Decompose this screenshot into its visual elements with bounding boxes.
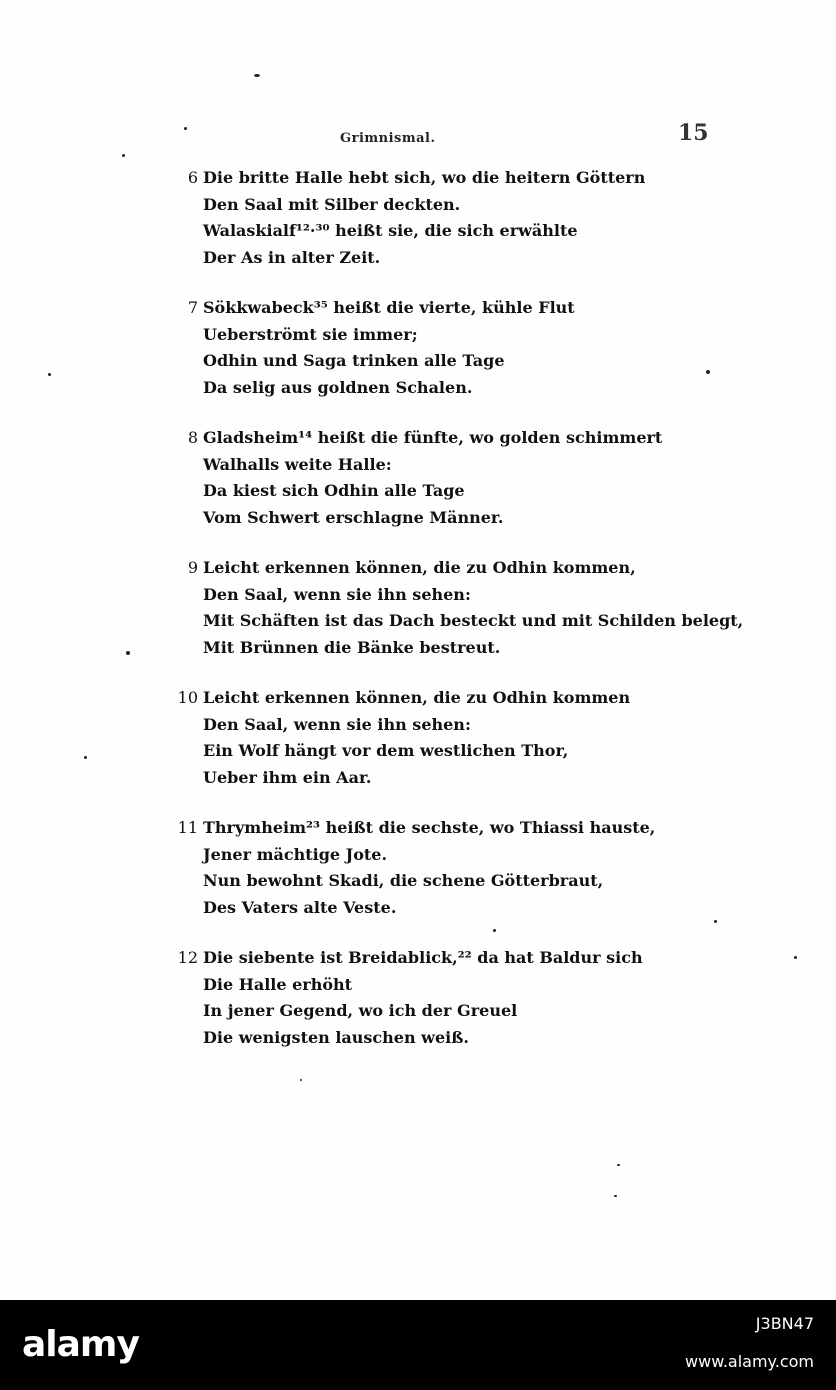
- verse-text: Die Halle erhöht: [203, 974, 353, 994]
- stanza-line: [170, 998, 690, 1025]
- verse-text: Den Saal, wenn sie ihn sehen:: [203, 584, 471, 604]
- verse-text: Des Vaters alte Veste.: [203, 897, 397, 917]
- verse-text: Der As in alter Zeit.: [203, 247, 381, 267]
- stanza-12: [170, 945, 690, 1051]
- stanza-line: [170, 685, 690, 712]
- verse-text: Die siebente ist Breidablick,²² da hat Baldur sich: [203, 948, 643, 967]
- stanza-line: [170, 425, 690, 452]
- stanza-10: [170, 685, 690, 791]
- verse-text: Odhin und Saga trinken alle Tage: [203, 351, 505, 370]
- scan-speck: [614, 1195, 617, 1197]
- verse-text: Jener mächtige Jote.: [203, 844, 388, 864]
- verse-text: Mit Brünnen die Bänke bestreut.: [203, 637, 501, 657]
- verse-text: Gladsheim¹⁴ heißt die fünfte, wo golden schimmert: [203, 428, 663, 447]
- verse-text: Ueber ihm ein Aar.: [203, 767, 372, 787]
- stanza-number: 12: [177, 948, 198, 967]
- stanza-line: [170, 868, 690, 895]
- stanza-line: [170, 712, 690, 739]
- stanza-line: [170, 218, 690, 245]
- verse-text: Walaskialf¹²·³⁰ heißt sie, die sich erwählte: [203, 221, 578, 240]
- stanza-6: [170, 165, 690, 271]
- stanza-line: [170, 555, 690, 582]
- verse-text: Walhalls weite Halle:: [203, 454, 392, 474]
- stanza-number: 10: [177, 688, 198, 707]
- stanza-line: [170, 635, 690, 662]
- stanza-line: [170, 945, 690, 972]
- stanza-number: 9: [187, 558, 198, 577]
- scan-speck: [122, 154, 125, 157]
- verse-text: Ueberströmt sie immer;: [203, 324, 418, 344]
- stanza-line: [170, 348, 690, 375]
- scan-speck: [48, 373, 51, 376]
- verse-text: Leicht erkennen können, die zu Odhin kommen: [203, 688, 631, 707]
- stanza-line: [170, 1025, 690, 1052]
- scan-speck: [493, 929, 496, 932]
- stanza-line: [170, 505, 690, 532]
- verse-text: Den Saal, wenn sie ihn sehen:: [203, 714, 471, 734]
- scan-speck: [126, 651, 130, 655]
- stanza-line: [170, 842, 690, 869]
- scan-speck: [184, 127, 187, 130]
- stanza-line: [170, 815, 690, 842]
- stanza-line: [170, 375, 690, 402]
- stanza-9: [170, 555, 744, 661]
- verse-text: Mit Schäften ist das Dach besteckt und mit Schilden belegt,: [203, 611, 744, 630]
- verse-text: In jener Gegend, wo ich der Greuel: [203, 1001, 518, 1020]
- stanza-line: [170, 972, 690, 999]
- stanza-line: [170, 295, 690, 322]
- stanza-line: [170, 452, 690, 479]
- stanza-line: [170, 165, 690, 192]
- stanza-number: 8: [187, 428, 198, 447]
- stanza-line: [170, 478, 690, 505]
- scan-speck: [794, 956, 797, 959]
- stanza-line: [170, 322, 690, 349]
- running-head: Grimnismal.: [340, 131, 436, 146]
- page-number: 15: [678, 120, 709, 146]
- scan-speck: [706, 370, 710, 374]
- site-url: www.alamy.com: [685, 1352, 814, 1371]
- verse-text: Die wenigsten lauschen weiß.: [203, 1027, 469, 1047]
- verse-text: Nun bewohnt Skadi, die schene Götterbraut,: [203, 871, 604, 890]
- stanza-11: [170, 815, 690, 921]
- verse-text: Sökkwabeck³⁵ heißt die vierte, kühle Flut: [203, 298, 575, 317]
- scan-speck: [300, 1079, 302, 1081]
- stanza-line: [170, 895, 690, 922]
- stanza-7: [170, 295, 690, 401]
- stanza-number: 6: [187, 168, 198, 187]
- verse-text: Die britte Halle hebt sich, wo die heitern Göttern: [203, 168, 646, 187]
- stanza-line: [170, 608, 744, 635]
- image-code: J3BN47: [755, 1314, 814, 1333]
- watermark-bar: [0, 1300, 836, 1390]
- stanza-line: [170, 738, 690, 765]
- brand-logo: alamy: [22, 1324, 139, 1365]
- stanza-number: 11: [177, 818, 198, 837]
- verse-text: Thrymheim²³ heißt die sechste, wo Thiassi hauste,: [203, 818, 656, 837]
- scan-speck: [84, 756, 87, 759]
- scan-speck: [617, 1164, 620, 1166]
- verse-text: Ein Wolf hängt vor dem westlichen Thor,: [203, 741, 569, 760]
- stanza-line: [170, 245, 690, 272]
- verse-text: Vom Schwert erschlagne Männer.: [203, 507, 504, 527]
- scan-speck: [254, 74, 260, 77]
- verse-text: Leicht erkennen können, die zu Odhin kommen,: [203, 558, 636, 577]
- stanza-line: [170, 192, 690, 219]
- verse-text: Da kiest sich Odhin alle Tage: [203, 481, 465, 500]
- scan-speck: [714, 920, 717, 923]
- stanza-8: [170, 425, 690, 531]
- stanza-line: [170, 582, 690, 609]
- verse-text: Da selig aus goldnen Schalen.: [203, 377, 473, 397]
- stanza-number: 7: [187, 298, 198, 317]
- stanza-line: [170, 765, 690, 792]
- verse-text: Den Saal mit Silber deckten.: [203, 194, 461, 214]
